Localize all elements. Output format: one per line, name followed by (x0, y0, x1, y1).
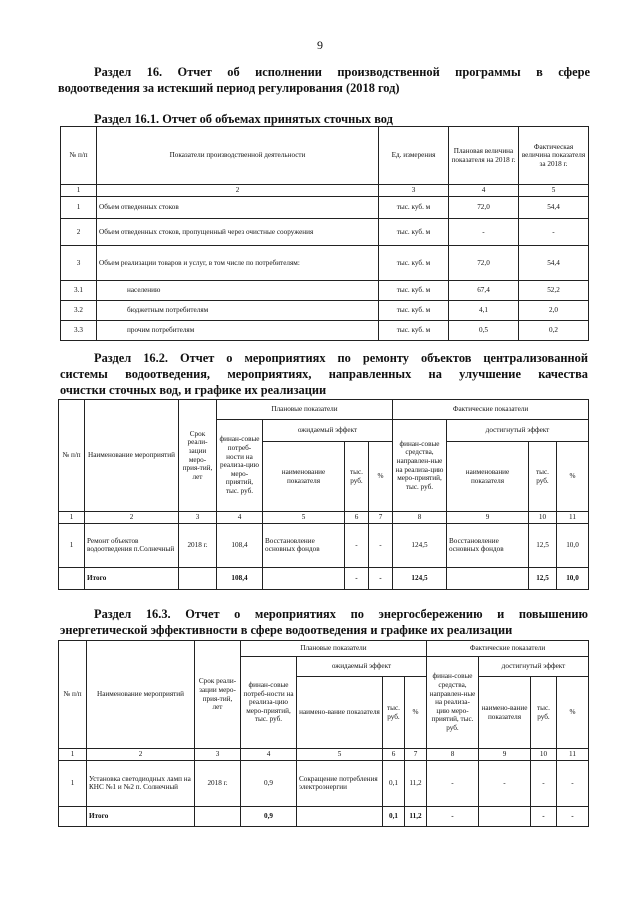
header-term: Срок реали-зации меро-прия-тий, лет (195, 641, 241, 749)
column-number: 9 (447, 512, 529, 524)
row-fact: 54,4 (519, 197, 589, 219)
row-plan: 67,4 (449, 281, 519, 301)
column-number: 3 (379, 185, 449, 197)
table-16-2 (58, 399, 589, 590)
header-eff-name: наименование показателя (447, 442, 529, 512)
header-term: Срок реали-зации меро-прия-тий, лет (179, 400, 217, 512)
row-unit: тыс. куб. м (379, 321, 449, 341)
row-fact: 54,4 (519, 246, 589, 281)
total-row (59, 567, 589, 589)
column-number: 7 (369, 512, 393, 524)
row-fact: 2,0 (519, 301, 589, 321)
header-fact-group: Фактические показатели (427, 641, 589, 657)
total-fact-eff-pct: 10,0 (557, 567, 589, 589)
row-fact-eff-rub: - (531, 760, 557, 806)
total-plan-fin: 0,9 (241, 806, 297, 826)
total-label: Итого (85, 567, 179, 589)
row-name: Объем реализации товаров и услуг, в том числе по потребителям: (97, 246, 379, 281)
row-name: населению (97, 281, 379, 301)
row-plan: 0,5 (449, 321, 519, 341)
page-number: 9 (317, 38, 323, 52)
row-fact-fin: - (427, 760, 479, 806)
column-number-row (59, 749, 589, 761)
table-row (59, 523, 589, 567)
row-term: 2018 г. (195, 760, 241, 806)
total-row (59, 806, 589, 826)
section-16-3-line1: Раздел 16.3. Отчет о мероприятиях по энергосбережению и повышению (94, 607, 588, 621)
row-term: 2018 г. (179, 523, 217, 567)
header-unit: Ед. измерения (379, 127, 449, 185)
header-name: Наименование мероприятий (85, 400, 179, 512)
row-unit: тыс. куб. м (379, 197, 449, 219)
row-name: прочим потребителям (97, 321, 379, 341)
row-name: бюджетным потребителям (97, 301, 379, 321)
row-fact-eff-pct: - (557, 760, 589, 806)
row-plan-eff-name: Сокращение потребления электроэнергии (297, 760, 383, 806)
row-plan-eff-pct: 11,2 (405, 760, 427, 806)
row-num: 3 (61, 246, 97, 281)
header-expected: ожидаемый эффект (297, 657, 427, 677)
row-name: Ремонт объектов водоотведения п.Солнечный (85, 523, 179, 567)
column-number: 10 (531, 749, 557, 761)
header-eff-pct: % (369, 442, 393, 512)
total-plan-eff-pct: - (369, 567, 393, 589)
table-row (59, 760, 589, 806)
header-fact-group: Фактические показатели (393, 400, 589, 420)
row-num: 3.2 (61, 301, 97, 321)
section-16-2-line3: очистки сточных вод, и графике их реализации (60, 383, 327, 397)
header-eff-rub: тыс. руб. (345, 442, 369, 512)
row-plan: - (449, 219, 519, 246)
row-fact-fin: 124,5 (393, 523, 447, 567)
row-fact-eff-pct: 10,0 (557, 523, 589, 567)
row-name: Объем отведенных стоков, пропущенный через очистные сооружения (97, 219, 379, 246)
column-number: 10 (529, 512, 557, 524)
header-eff-name: наименование показателя (263, 442, 345, 512)
column-number: 5 (297, 749, 383, 761)
total-fact-eff-rub: - (531, 806, 557, 826)
header-eff-name: наимено-вание показателя (479, 677, 531, 749)
row-plan-eff-rub: - (345, 523, 369, 567)
column-number: 5 (519, 185, 589, 197)
table-16-1 (60, 126, 589, 341)
row-fact-eff-rub: 12,5 (529, 523, 557, 567)
table-row (61, 301, 589, 321)
row-plan-eff-name: Восстановление основных фондов (263, 523, 345, 567)
header-eff-rub: тыс. руб. (383, 677, 405, 749)
column-number: 4 (241, 749, 297, 761)
column-number: 4 (217, 512, 263, 524)
column-number: 2 (87, 749, 195, 761)
section-16-line2: водоотведения за истекший период регулирования (2018 год) (58, 81, 400, 95)
table-16-3 (58, 640, 589, 827)
table-header-row (61, 127, 589, 185)
row-unit: тыс. куб. м (379, 301, 449, 321)
total-fact-eff-pct: - (557, 806, 589, 826)
row-plan-fin: 0,9 (241, 760, 297, 806)
column-number: 1 (59, 749, 87, 761)
section-16-2-line1: Раздел 16.2. Отчет о мероприятиях по ремонту объектов централизованной (94, 351, 588, 365)
row-fact-eff-name: Восстановление основных фондов (447, 523, 529, 567)
section-16-1-title: Раздел 16.1. Отчет об объемах принятых сточных вод (94, 112, 393, 126)
column-number: 11 (557, 512, 589, 524)
header-eff-pct: % (557, 442, 589, 512)
column-number: 3 (195, 749, 241, 761)
row-fact-eff-name: - (479, 760, 531, 806)
row-num: 3.1 (61, 281, 97, 301)
row-plan: 72,0 (449, 197, 519, 219)
total-label: Итого (87, 806, 195, 826)
row-fact: - (519, 219, 589, 246)
total-plan-fin: 108,4 (217, 567, 263, 589)
header-indicator: Показатели производственной деятельности (97, 127, 379, 185)
section-16-2-line2: системы водоотведения, мероприятиях, направленных на улучшение качества (60, 367, 588, 381)
row-fact: 0,2 (519, 321, 589, 341)
header-fact-fin: финан-совые средства, направлен-ные на реализа-цию меро-приятий, тыс. руб. (393, 420, 447, 512)
column-number: 2 (85, 512, 179, 524)
column-number: 1 (61, 185, 97, 197)
row-name: Установка светодиодных ламп на КНС №1 и №2 п. Солнечный (87, 760, 195, 806)
row-plan-eff-rub: 0,1 (383, 760, 405, 806)
column-number-row (61, 185, 589, 197)
row-name: Объем отведенных стоков (97, 197, 379, 219)
row-num: 2 (61, 219, 97, 246)
column-number-row (59, 512, 589, 524)
header-num: № п/п (61, 127, 97, 185)
header-num: № п/п (59, 641, 87, 749)
section-16-3-heading (60, 606, 588, 638)
header-num: № п/п (59, 400, 85, 512)
column-number: 5 (263, 512, 345, 524)
column-number: 11 (557, 749, 589, 761)
header-achieved: достигнутый эффект (479, 657, 589, 677)
column-number: 9 (479, 749, 531, 761)
total-fact-fin: - (427, 806, 479, 826)
header-plan-fin: финан-совые потреб-ности на реализа-цию меро-приятий, тыс. руб. (217, 420, 263, 512)
row-unit: тыс. куб. м (379, 281, 449, 301)
row-unit: тыс. куб. м (379, 219, 449, 246)
column-number: 6 (345, 512, 369, 524)
section-16-line1: Раздел 16. Отчет об исполнении производственной программы в сфере (94, 65, 590, 79)
row-num: 3.3 (61, 321, 97, 341)
total-plan-eff-rub: - (345, 567, 369, 589)
row-num: 1 (61, 197, 97, 219)
column-number: 1 (59, 512, 85, 524)
column-number: 7 (405, 749, 427, 761)
header-achieved: достигнутый эффект (447, 420, 589, 442)
header-eff-pct: % (557, 677, 589, 749)
table-row (61, 219, 589, 246)
row-fact: 52,2 (519, 281, 589, 301)
header-name: Наименование мероприятий (87, 641, 195, 749)
header-fact: Фактическая величина показателя за 2018 г. (519, 127, 589, 185)
header-eff-rub: тыс. руб. (531, 677, 557, 749)
column-number: 2 (97, 185, 379, 197)
column-number: 3 (179, 512, 217, 524)
header-expected: ожидаемый эффект (263, 420, 393, 442)
row-unit: тыс. куб. м (379, 246, 449, 281)
header-plan-fin: финан-совые потреб-ности на реализа-цию меро-приятий, тыс. руб. (241, 657, 297, 749)
column-number: 8 (427, 749, 479, 761)
header-fact-fin: финан-совые средства, направлен-ные на реализа-цию меро-приятий, тыс. руб. (427, 657, 479, 749)
row-plan-eff-pct: - (369, 523, 393, 567)
column-number: 8 (393, 512, 447, 524)
row-num: 1 (59, 523, 85, 567)
header-plan: Плановая величина показателя на 2018 г. (449, 127, 519, 185)
section-16-2-heading (60, 350, 588, 398)
total-plan-eff-pct: 11,2 (405, 806, 427, 826)
row-plan: 72,0 (449, 246, 519, 281)
column-number: 6 (383, 749, 405, 761)
header-plan-group: Плановые показатели (241, 641, 427, 657)
table-row (61, 246, 589, 281)
table-row (61, 281, 589, 301)
table-row (61, 197, 589, 219)
total-fact-eff-rub: 12,5 (529, 567, 557, 589)
header-eff-rub: тыс. руб. (529, 442, 557, 512)
header-eff-name: наимено-вание показателя (297, 677, 383, 749)
section-16-3-line2: энергетической эффективности в сфере водоотведения и графике их реализации (60, 623, 513, 637)
header-plan-group: Плановые показатели (217, 400, 393, 420)
row-plan: 4,1 (449, 301, 519, 321)
section-16-heading (58, 64, 590, 96)
row-plan-fin: 108,4 (217, 523, 263, 567)
header-eff-pct: % (405, 677, 427, 749)
total-fact-fin: 124,5 (393, 567, 447, 589)
column-number: 4 (449, 185, 519, 197)
row-num: 1 (59, 760, 87, 806)
table-row (61, 321, 589, 341)
total-plan-eff-rub: 0,1 (383, 806, 405, 826)
